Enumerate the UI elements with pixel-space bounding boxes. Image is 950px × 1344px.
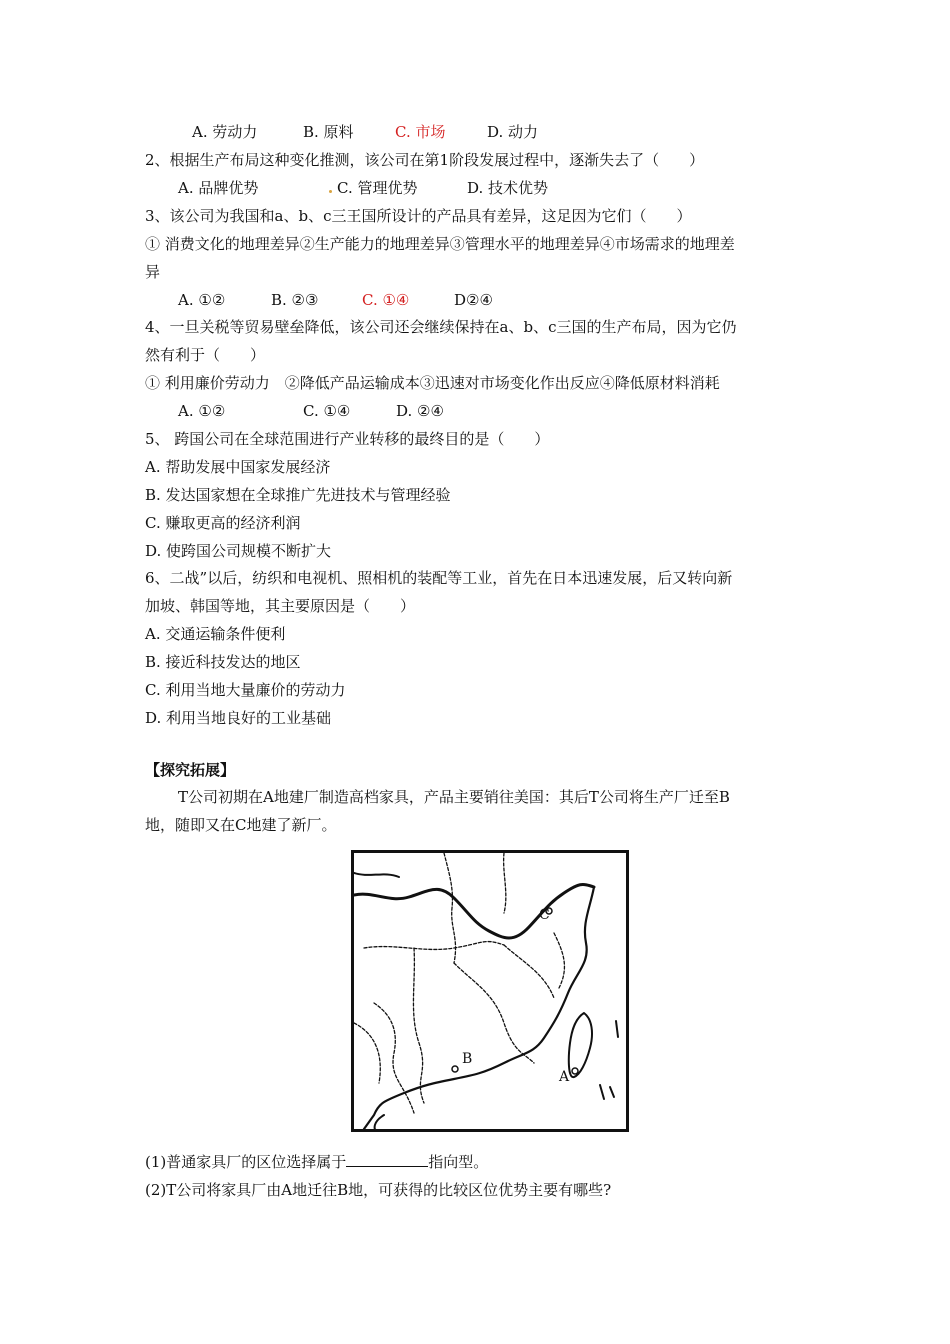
sub-question-1 [145, 1152, 488, 1172]
q3-items-line1: ① 消费文化的地理差异②生产能力的地理差异③管理水平的地理差异④市场需求的地理差 [145, 235, 735, 253]
q1-option-c: C. 市场 [395, 123, 446, 141]
q5-option-d: D. 使跨国公司规模不断扩大 [145, 542, 332, 560]
q3-items-line2: 异 [145, 263, 161, 281]
q4-option-c: C. ①④ [303, 402, 351, 420]
stray-mark [329, 190, 332, 193]
sub-question-1-prefix: (1)普通家具厂的区位选择属于 [145, 1153, 347, 1171]
q4-option-a: A. ①② [178, 402, 226, 420]
explore-paragraph-line2: 地，随即又在C地建了新厂。 [145, 816, 337, 834]
q3-option-c: C. ①④ [362, 291, 410, 309]
map-label-b: B [462, 1051, 473, 1067]
q4-option-d: D. ②④ [396, 402, 444, 420]
q6-option-d: D. 利用当地良好的工业基础 [145, 709, 332, 727]
q5-option-b: B. 发达国家想在全球推广先进技术与管理经验 [145, 486, 451, 504]
q6-option-c: C. 利用当地大量廉价的劳动力 [145, 681, 346, 699]
q6-option-a: A. 交通运输条件便利 [145, 625, 286, 643]
section-heading: 【探究拓展】 [145, 761, 236, 779]
q5-option-a: A. 帮助发展中国家发展经济 [145, 458, 331, 476]
q4-items: ① 利用廉价劳动力 ②降低产品运输成本③迅速对市场变化作出反应④降低原材料消耗 [145, 374, 720, 392]
q3-stem: 3、该公司为我国和a、b、c三王国所设计的产品具有差异，这足因为它们（ ） [145, 207, 692, 225]
q1-option-b: B. 原料 [303, 123, 354, 141]
q6-option-b: B. 接近科技发达的地区 [145, 653, 301, 671]
q5-stem: 5、 跨国公司在全球范围进行产业转移的最终目的是（ ） [145, 430, 550, 448]
map-point-b [452, 1066, 458, 1072]
region-map [351, 850, 629, 1132]
q5-option-c: C. 赚取更高的经济利润 [145, 514, 301, 532]
q4-stem-line1: 4、一旦关税等贸易壁垒降低，该公司还会继续保持在a、b、c三国的生产布局，因为它仍 [145, 318, 737, 336]
sub-question-2: (2)T公司将家具厂由A地迁往B地，可获得的比较区位优势主要有哪些? [145, 1181, 612, 1199]
sub-question-1-suffix: 指向型。 [428, 1153, 489, 1171]
q3-option-d: D②④ [454, 291, 493, 309]
map-point-a [572, 1068, 578, 1074]
q2-stem: 2、根据生产布局这种变化推测，该公司在第1阶段发展过程中，逐渐失去了（ ） [145, 151, 705, 169]
answer-blank [346, 1152, 428, 1167]
q3-option-a: A. ①② [178, 291, 226, 309]
q2-option-d: D. 技术优势 [467, 179, 549, 197]
q6-stem-line1: 6、二战”以后，纺织和电视机、照相机的装配等工业，首先在日本迅速发展，后又转向新 [145, 569, 733, 587]
q6-stem-line2: 加坡、韩国等地，其主要原因是（ ） [145, 597, 416, 615]
q2-option-a: A. 品牌优势 [178, 179, 259, 197]
map-label-c: C [539, 907, 550, 923]
q3-option-b: B. ②③ [271, 291, 319, 309]
q4-stem-line2: 然有利于（ ） [145, 346, 266, 364]
map-outline [354, 853, 626, 1129]
explore-paragraph-line1: T公司初期在A地建厂制造高档家具，产品主要销往美国：其后T公司将生产厂迁至B [178, 788, 730, 806]
q2-option-c: C. 管理优势 [337, 179, 418, 197]
map-label-a: A [559, 1069, 570, 1085]
q1-option-a: A. 劳动力 [192, 123, 258, 141]
q1-option-d: D. 动力 [487, 123, 539, 141]
